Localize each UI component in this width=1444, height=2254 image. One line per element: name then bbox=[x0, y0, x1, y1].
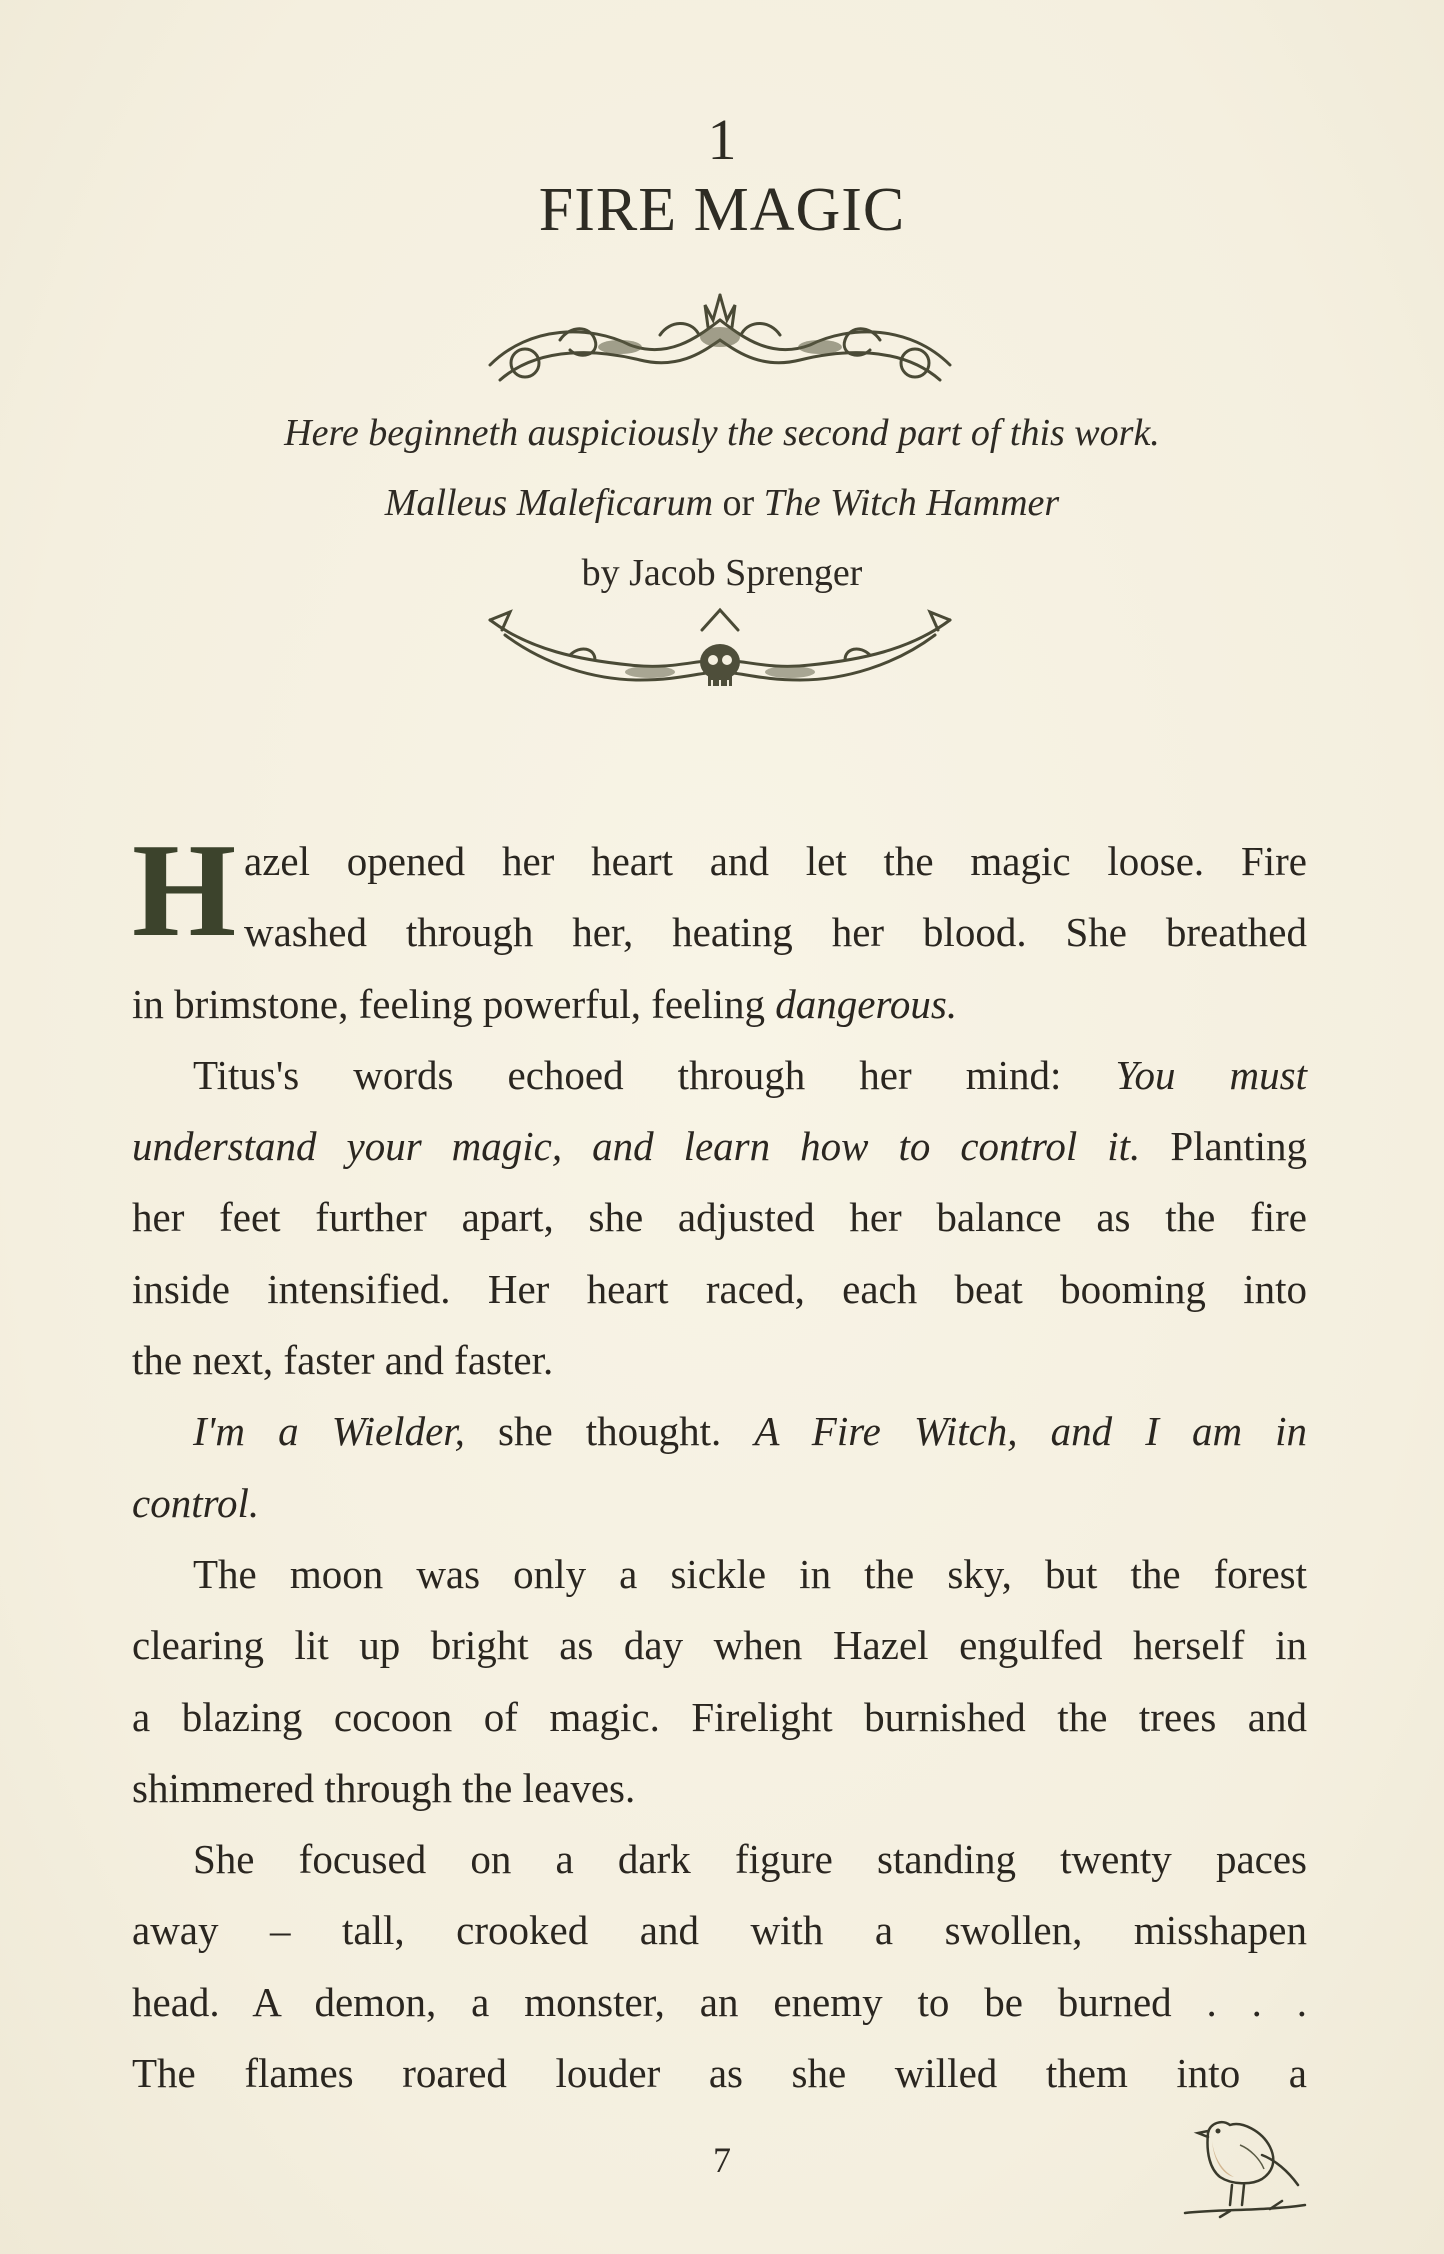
body-text bbox=[132, 816, 1308, 2109]
drop-cap: H bbox=[132, 816, 237, 964]
text-span: Titus's words echoed through her mind: bbox=[193, 1051, 1062, 1098]
text-line-content: her feet further apart, she adjusted her balance as the fire bbox=[132, 1194, 1307, 1241]
text-line bbox=[132, 1682, 1307, 1753]
epigraph-line-1: Here beginneth auspiciously the second part of this work. bbox=[284, 412, 1160, 454]
text-line bbox=[132, 1753, 1307, 1824]
text-line bbox=[132, 897, 1307, 968]
skull-ornament-icon bbox=[470, 600, 970, 715]
epigraph-or: or bbox=[722, 482, 755, 524]
scroll-ornament-icon bbox=[470, 285, 970, 395]
text-line bbox=[132, 1396, 1307, 1467]
emphasis-text: understand your magic, and learn how to control it. bbox=[132, 1123, 1141, 1170]
text-line-content: inside intensified. Her heart raced, each beat booming into bbox=[132, 1265, 1307, 1312]
emphasis-text: You must bbox=[1115, 1051, 1307, 1098]
text-line-content: in brimstone, feeling powerful, feeling bbox=[132, 980, 766, 1027]
text-line bbox=[132, 1610, 1307, 1681]
emphasis-text: A Fire Witch, and I am in bbox=[754, 1408, 1308, 1455]
text-line bbox=[132, 826, 1307, 897]
chapter-number: 1 bbox=[707, 107, 737, 172]
text-line-content bbox=[193, 1040, 1307, 1111]
text-line-content: The moon was only a sickle in the sky, but the forest bbox=[193, 1550, 1307, 1597]
text-line-content: She focused on a dark figure standing twenty paces bbox=[193, 1836, 1307, 1883]
epigraph-line-2 bbox=[0, 481, 1444, 525]
text-line bbox=[132, 1967, 1307, 2038]
text-line-content: head. A demon, a monster, an enemy to be burned . . . bbox=[132, 1978, 1307, 2025]
text-line bbox=[132, 1040, 1307, 1111]
text-span: Planting bbox=[1170, 1123, 1307, 1170]
text-line-content bbox=[132, 1111, 1307, 1182]
text-line bbox=[132, 2038, 1307, 2109]
text-line-content: the next, faster and faster. bbox=[132, 1337, 554, 1384]
skull-icon bbox=[700, 644, 740, 686]
text-line-content: The flames roared louder as she willed them into a bbox=[132, 2050, 1307, 2097]
text-span: she thought. bbox=[498, 1408, 722, 1455]
emphasis-text: control. bbox=[132, 1479, 260, 1526]
text-line-content: away – tall, crooked and with a swollen, misshapen bbox=[132, 1907, 1307, 1954]
text-line bbox=[132, 1824, 1307, 1895]
text-line bbox=[132, 969, 1307, 1040]
epigraph-alt-title: The Witch Hammer bbox=[763, 482, 1060, 524]
text-line bbox=[132, 1325, 1307, 1396]
text-line-content: shimmered through the leaves. bbox=[132, 1764, 636, 1811]
epigraph-book-title: Malleus Maleficarum bbox=[384, 482, 714, 524]
text-line bbox=[132, 1111, 1307, 1182]
text-line bbox=[132, 1895, 1307, 1966]
text-line bbox=[132, 1539, 1307, 1610]
emphasis-text: I'm a Wielder, bbox=[193, 1408, 465, 1455]
text-line-content: azel opened her heart and let the magic loose. Fire bbox=[244, 838, 1307, 884]
text-line bbox=[132, 1468, 1307, 1539]
text-line-content bbox=[193, 1396, 1307, 1467]
text-line-content: clearing lit up bright as day when Hazel engulfed herself in bbox=[132, 1622, 1307, 1669]
text-line bbox=[132, 1182, 1307, 1253]
robin-bird-icon bbox=[1170, 2105, 1310, 2225]
epigraph-author: by Jacob Sprenger bbox=[581, 552, 863, 594]
text-line-content: washed through her, heating her blood. She breathed bbox=[244, 909, 1307, 956]
page-number: 7 bbox=[713, 2140, 731, 2180]
emphasis-text: dangerous. bbox=[775, 980, 958, 1027]
chapter-title: FIRE MAGIC bbox=[538, 176, 906, 244]
text-line bbox=[132, 1254, 1307, 1325]
text-line-content: a blazing cocoon of magic. Firelight burnished the trees and bbox=[132, 1693, 1307, 1740]
